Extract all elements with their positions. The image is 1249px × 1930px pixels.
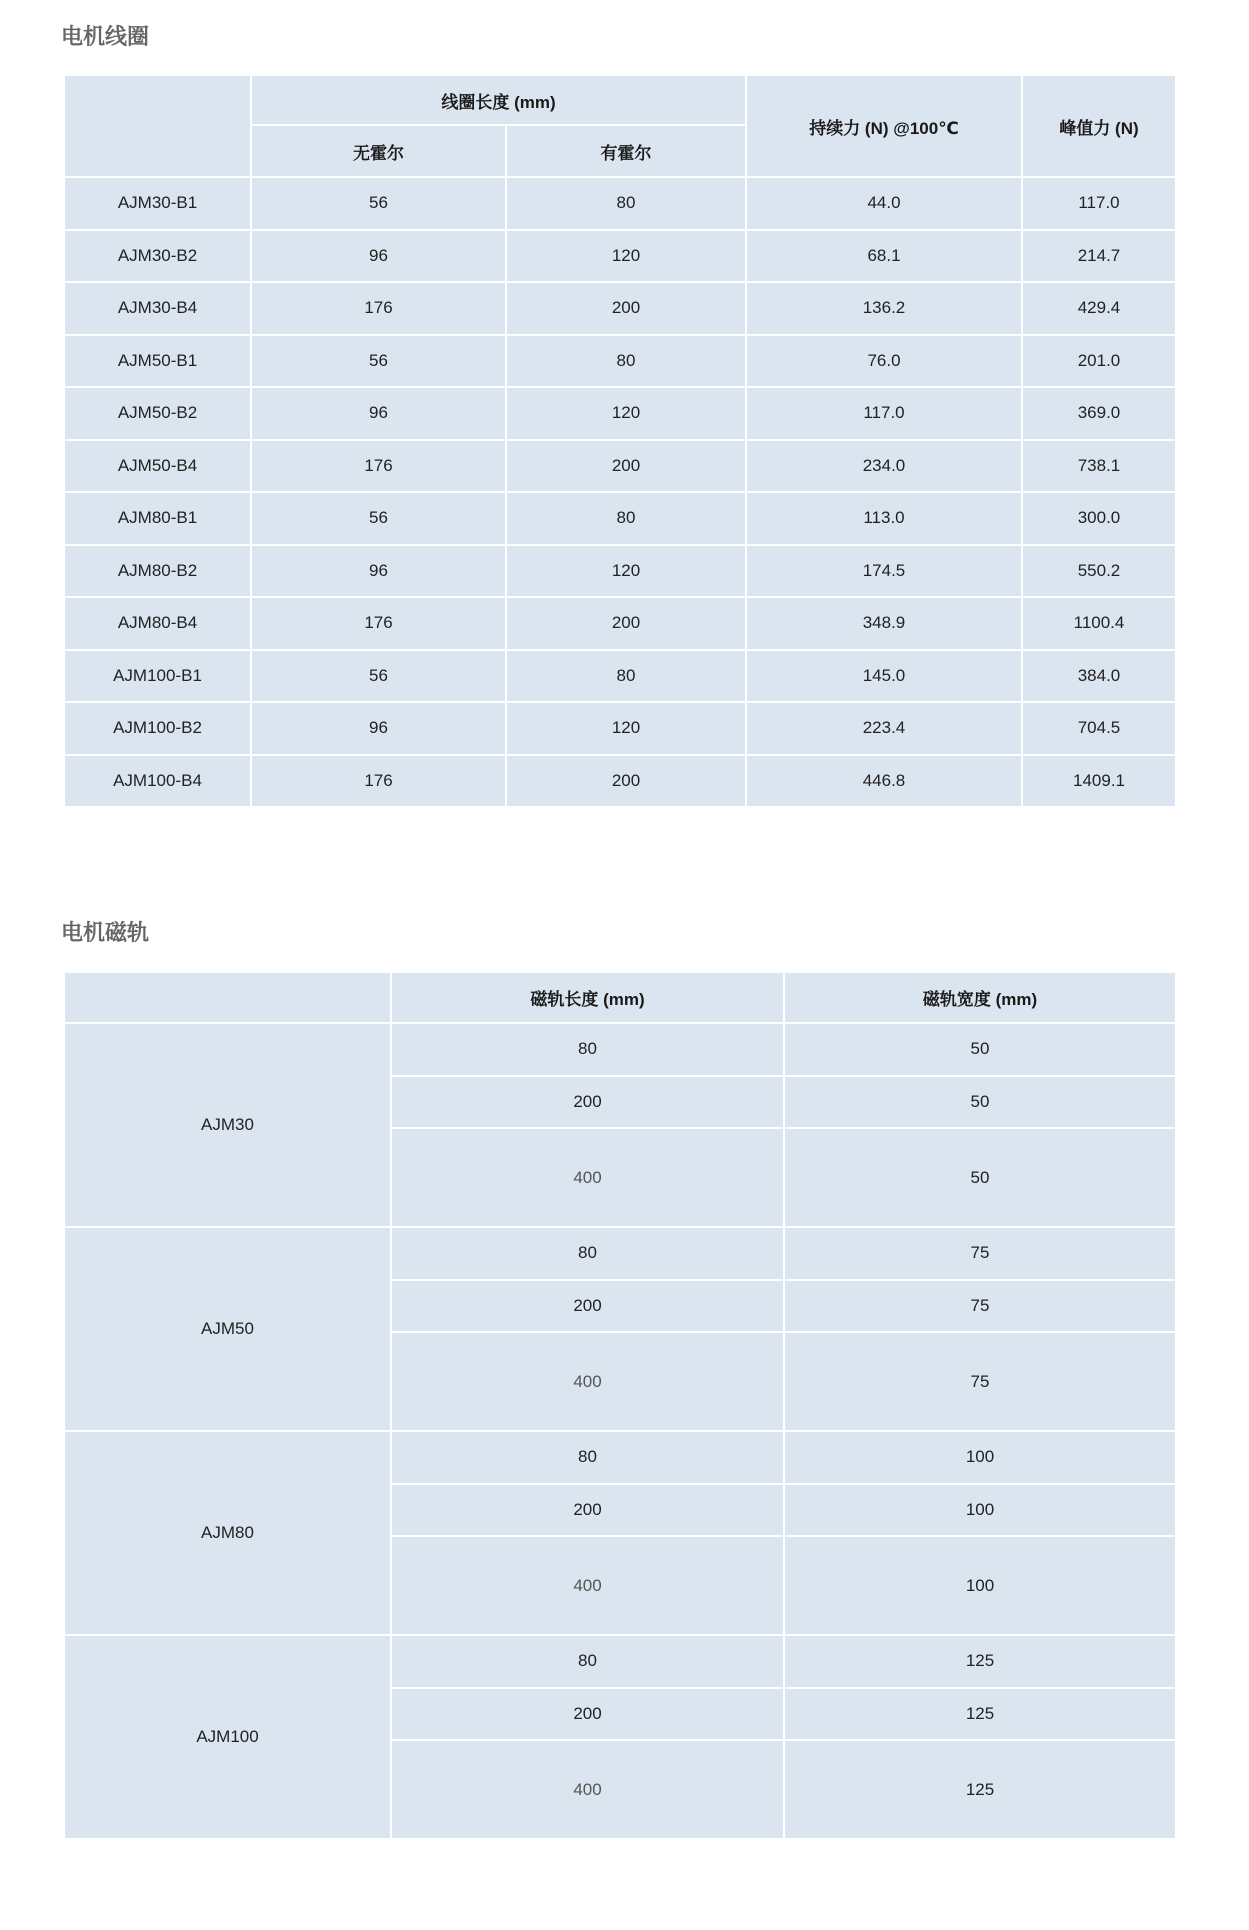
no-hall-cell: 56 bbox=[251, 650, 506, 703]
rail-length-cell: 200 bbox=[391, 1484, 784, 1537]
with-hall-cell: 200 bbox=[506, 440, 746, 493]
coil-spec-table bbox=[63, 74, 1177, 808]
table-header-row bbox=[64, 972, 1176, 1023]
with-hall-cell: 120 bbox=[506, 230, 746, 283]
with-hall-cell: 200 bbox=[506, 597, 746, 650]
rail-spec-table bbox=[63, 971, 1177, 1840]
with-hall-cell: 80 bbox=[506, 492, 746, 545]
with-hall-cell: 120 bbox=[506, 387, 746, 440]
model-cell: AJM50-B4 bbox=[64, 440, 251, 493]
rail-width-cell: 125 bbox=[784, 1635, 1176, 1688]
continuous-force-cell: 117.0 bbox=[746, 387, 1022, 440]
no-hall-cell: 96 bbox=[251, 545, 506, 598]
rail-length-cell: 80 bbox=[391, 1227, 784, 1280]
model-cell: AJM30-B4 bbox=[64, 282, 251, 335]
header-with-hall: 有霍尔 bbox=[506, 125, 746, 177]
rail-width-cell: 125 bbox=[784, 1740, 1176, 1839]
continuous-force-cell: 348.9 bbox=[746, 597, 1022, 650]
with-hall-cell: 120 bbox=[506, 702, 746, 755]
header-rail-width: 磁轨宽度 (mm) bbox=[784, 972, 1176, 1023]
continuous-force-cell: 174.5 bbox=[746, 545, 1022, 598]
header-continuous-force: 持续力 (N) @100℃ bbox=[746, 75, 1022, 177]
rail-width-cell: 75 bbox=[784, 1332, 1176, 1431]
continuous-force-cell: 223.4 bbox=[746, 702, 1022, 755]
continuous-force-cell: 68.1 bbox=[746, 230, 1022, 283]
model-cell: AJM80 bbox=[64, 1431, 391, 1635]
rail-width-cell: 50 bbox=[784, 1076, 1176, 1129]
no-hall-cell: 56 bbox=[251, 335, 506, 388]
with-hall-cell: 200 bbox=[506, 282, 746, 335]
table-row bbox=[64, 650, 1176, 703]
header-peak-force: 峰值力 (N) bbox=[1022, 75, 1176, 177]
table-row bbox=[64, 387, 1176, 440]
with-hall-cell: 120 bbox=[506, 545, 746, 598]
header-coil-length: 线圈长度 (mm) bbox=[251, 75, 746, 125]
model-cell: AJM100-B1 bbox=[64, 650, 251, 703]
peak-force-cell: 369.0 bbox=[1022, 387, 1176, 440]
section-title-rail: 电机磁轨 bbox=[61, 920, 150, 945]
rail-width-cell: 50 bbox=[784, 1128, 1176, 1227]
peak-force-cell: 738.1 bbox=[1022, 440, 1176, 493]
peak-force-cell: 1409.1 bbox=[1022, 755, 1176, 808]
model-cell: AJM80-B2 bbox=[64, 545, 251, 598]
table-row bbox=[64, 177, 1176, 230]
table-row bbox=[64, 335, 1176, 388]
rail-length-cell: 80 bbox=[391, 1431, 784, 1484]
table-row bbox=[64, 440, 1176, 493]
with-hall-cell: 80 bbox=[506, 650, 746, 703]
peak-force-cell: 1100.4 bbox=[1022, 597, 1176, 650]
rail-width-cell: 75 bbox=[784, 1280, 1176, 1333]
table-header-row bbox=[64, 75, 1176, 125]
no-hall-cell: 176 bbox=[251, 282, 506, 335]
rail-length-cell: 200 bbox=[391, 1688, 784, 1741]
model-cell: AJM30 bbox=[64, 1023, 391, 1227]
no-hall-cell: 176 bbox=[251, 755, 506, 808]
rail-width-cell: 125 bbox=[784, 1688, 1176, 1741]
continuous-force-cell: 44.0 bbox=[746, 177, 1022, 230]
no-hall-cell: 176 bbox=[251, 597, 506, 650]
continuous-force-cell: 136.2 bbox=[746, 282, 1022, 335]
no-hall-cell: 56 bbox=[251, 492, 506, 545]
table-row bbox=[64, 597, 1176, 650]
rail-length-cell: 80 bbox=[391, 1023, 784, 1076]
peak-force-cell: 384.0 bbox=[1022, 650, 1176, 703]
peak-force-cell: 704.5 bbox=[1022, 702, 1176, 755]
table-row bbox=[64, 1023, 1176, 1076]
table-row bbox=[64, 702, 1176, 755]
peak-force-cell: 550.2 bbox=[1022, 545, 1176, 598]
header-no-hall: 无霍尔 bbox=[251, 125, 506, 177]
peak-force-cell: 429.4 bbox=[1022, 282, 1176, 335]
section-title-coil: 电机线圈 bbox=[61, 24, 150, 49]
peak-force-cell: 300.0 bbox=[1022, 492, 1176, 545]
continuous-force-cell: 76.0 bbox=[746, 335, 1022, 388]
model-cell: AJM30-B2 bbox=[64, 230, 251, 283]
rail-width-cell: 100 bbox=[784, 1484, 1176, 1537]
rail-length-cell: 400 bbox=[391, 1128, 784, 1227]
rail-width-cell: 100 bbox=[784, 1431, 1176, 1484]
no-hall-cell: 96 bbox=[251, 230, 506, 283]
no-hall-cell: 96 bbox=[251, 387, 506, 440]
rail-length-cell: 80 bbox=[391, 1635, 784, 1688]
header-rail-length: 磁轨长度 (mm) bbox=[391, 972, 784, 1023]
rail-width-cell: 50 bbox=[784, 1023, 1176, 1076]
continuous-force-cell: 113.0 bbox=[746, 492, 1022, 545]
rail-length-cell: 400 bbox=[391, 1332, 784, 1431]
no-hall-cell: 56 bbox=[251, 177, 506, 230]
table-row bbox=[64, 1635, 1176, 1688]
rail-length-cell: 400 bbox=[391, 1536, 784, 1635]
table-row bbox=[64, 492, 1176, 545]
model-cell: AJM50-B1 bbox=[64, 335, 251, 388]
table-row bbox=[64, 755, 1176, 808]
table-row bbox=[64, 1227, 1176, 1280]
rail-length-cell: 200 bbox=[391, 1280, 784, 1333]
table-row bbox=[64, 282, 1176, 335]
no-hall-cell: 96 bbox=[251, 702, 506, 755]
model-cell: AJM30-B1 bbox=[64, 177, 251, 230]
with-hall-cell: 80 bbox=[506, 177, 746, 230]
rail-width-cell: 100 bbox=[784, 1536, 1176, 1635]
peak-force-cell: 214.7 bbox=[1022, 230, 1176, 283]
continuous-force-cell: 446.8 bbox=[746, 755, 1022, 808]
model-cell: AJM100-B2 bbox=[64, 702, 251, 755]
rail-length-cell: 400 bbox=[391, 1740, 784, 1839]
table-row bbox=[64, 545, 1176, 598]
rail-width-cell: 75 bbox=[784, 1227, 1176, 1280]
model-cell: AJM50-B2 bbox=[64, 387, 251, 440]
table-row bbox=[64, 1431, 1176, 1484]
continuous-force-cell: 234.0 bbox=[746, 440, 1022, 493]
header-empty-cell bbox=[64, 972, 391, 1023]
model-cell: AJM100 bbox=[64, 1635, 391, 1839]
with-hall-cell: 80 bbox=[506, 335, 746, 388]
peak-force-cell: 117.0 bbox=[1022, 177, 1176, 230]
with-hall-cell: 200 bbox=[506, 755, 746, 808]
continuous-force-cell: 145.0 bbox=[746, 650, 1022, 703]
rail-length-cell: 200 bbox=[391, 1076, 784, 1129]
model-cell: AJM80-B1 bbox=[64, 492, 251, 545]
model-cell: AJM100-B4 bbox=[64, 755, 251, 808]
model-cell: AJM80-B4 bbox=[64, 597, 251, 650]
no-hall-cell: 176 bbox=[251, 440, 506, 493]
header-empty-cell bbox=[64, 75, 251, 177]
table-row bbox=[64, 230, 1176, 283]
model-cell: AJM50 bbox=[64, 1227, 391, 1431]
peak-force-cell: 201.0 bbox=[1022, 335, 1176, 388]
